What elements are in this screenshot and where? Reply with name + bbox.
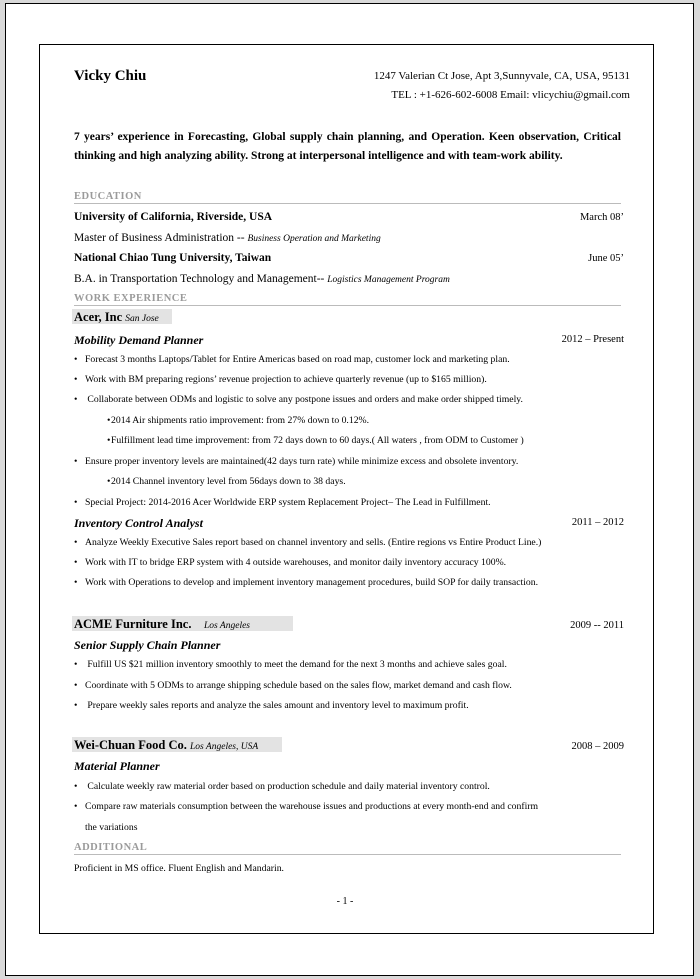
- section-divider: [74, 854, 621, 855]
- school-name: National Chiao Tung University, Taiwan: [74, 252, 272, 264]
- job-title: Inventory Control Analyst: [74, 516, 203, 530]
- school-date: March 08’: [579, 212, 624, 223]
- section-divider: [74, 305, 621, 306]
- page-number: - 1 -: [336, 896, 354, 907]
- list-item: • Analyze Weekly Executive Sales report based on channel inventory and sells. (Entire regions vs Entire Product Line.): [74, 537, 541, 548]
- job-date: 2008 – 2009: [571, 741, 624, 752]
- list-item-continuation: the variations: [85, 822, 138, 833]
- sub-list-item: • 2014 Channel inventory level from 56days down to 38 days.: [107, 476, 346, 487]
- list-item: • Coordinate with 5 ODMs to arrange shipping schedule based on the sales flow, market demand and cash flow.: [74, 680, 512, 691]
- list-item: • Calculate weekly raw material order based on production schedule and daily material inventory control.: [74, 781, 490, 792]
- list-item: • Forecast 3 months Laptops/Tablet for Entire Americas based on road map, customer lock and marketing plan.: [74, 354, 510, 365]
- list-item: • Work with Operations to develop and implement inventory management procedures, build SOP for daily transaction.: [74, 577, 538, 588]
- list-item: • Work with BM preparing regions’ revenue projection to achieve quarterly revenue (up to $165 million).: [74, 374, 487, 385]
- school-name: University of California, Riverside, USA: [74, 211, 273, 223]
- additional-heading: ADDITIONAL: [74, 842, 148, 853]
- section-divider: [74, 203, 621, 204]
- degree: Master of Business Administration -- Business Operation and Marketing: [74, 232, 381, 244]
- job-date: 2011 – 2012: [571, 517, 624, 528]
- work-experience-heading: WORK EXPERIENCE: [74, 293, 188, 304]
- job-title: Material Planner: [74, 759, 160, 773]
- list-item: • Fulfill US $21 million inventory smoothly to meet the demand for the next 3 months and achieve sales goal.: [74, 659, 507, 670]
- sub-list-item: • Fulfillment lead time improvement: from 72 days down to 60 days.( All waters , from ODM to Customer ): [107, 435, 524, 446]
- job-date: 2012 – Present: [561, 334, 624, 345]
- job-date: 2009 -- 2011: [570, 620, 624, 631]
- list-item: • Work with IT to bridge ERP system with 4 outside warehouses, and monitor daily inventory accuracy 100%.: [74, 557, 506, 568]
- degree: B.A. in Transportation Technology and Management-- Logistics Management Program: [74, 273, 450, 285]
- summary: 7 years’ experience in Forecasting, Global supply chain planning, and Operation. Keen observation, Critical thinking and high analyzing ability. Strong at interpersonal intelligence and with team-work ability.: [74, 131, 621, 162]
- contact-info: TEL : +1-626-602-6008 Email: vlicychiu@gmail.com: [391, 89, 630, 101]
- list-item: • Ensure proper inventory levels are maintained(42 days turn rate) while minimize excess and obsolete inventory.: [74, 456, 518, 467]
- school-date: June 05’: [588, 253, 624, 264]
- list-item: • Compare raw materials consumption between the warehouse issues and productions at every month-end and confirm: [74, 801, 538, 812]
- additional-text: Proficient in MS office. Fluent English and Mandarin.: [74, 863, 284, 874]
- list-item: • Special Project: 2014-2016 Acer Worldwide ERP system Replacement Project– The Lead in Fulfillment.: [74, 497, 491, 508]
- company-name: Acer, Inc San Jose: [74, 310, 159, 324]
- company-name: Wei-Chuan Food Co. Los Angeles, USA: [74, 738, 259, 752]
- address: 1247 Valerian Ct Jose, Apt 3,Sunnyvale, CA, USA, 95131: [373, 70, 630, 82]
- job-title: Senior Supply Chain Planner: [74, 638, 221, 652]
- list-item: • Collaborate between ODMs and logistic to solve any postpone issues and orders and make order shipped timely.: [74, 394, 523, 405]
- job-title: Mobility Demand Planner: [74, 333, 204, 347]
- education-heading: EDUCATION: [74, 191, 142, 202]
- applicant-name: Vicky Chiu: [74, 68, 147, 84]
- list-item: • Prepare weekly sales reports and analyze the sales amount and inventory level to maximum profit.: [74, 700, 469, 711]
- sub-list-item: • 2014 Air shipments ratio improvement: from 27% down to 0.12%.: [107, 415, 369, 426]
- company-name: ACME Furniture Inc. Los Angeles: [74, 617, 250, 631]
